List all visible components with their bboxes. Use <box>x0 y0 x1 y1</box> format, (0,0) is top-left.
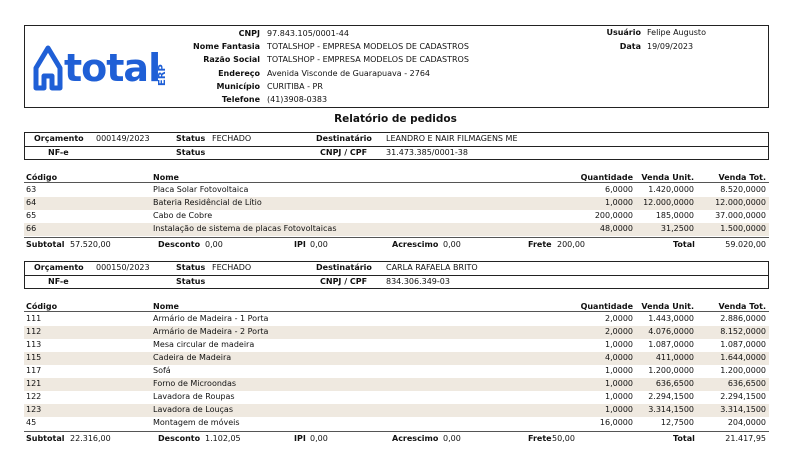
item-quantidade: 16,0000 <box>599 418 633 427</box>
logo-erp-text: ERP <box>157 64 168 86</box>
table-row <box>24 391 769 404</box>
total-label: Total <box>673 434 695 443</box>
item-nome: Forno de Microondas <box>153 379 237 388</box>
subtotal-label: Subtotal <box>26 434 65 443</box>
razao-label: Razão Social <box>203 55 260 64</box>
item-quantidade: 2,0000 <box>605 314 633 323</box>
status-value: FECHADO <box>212 263 252 272</box>
order-totals <box>24 431 769 444</box>
item-venda-tot: 2.294,1500 <box>720 392 766 401</box>
col-quantidade: Quantidade <box>580 302 633 311</box>
status-label: Status <box>176 263 206 272</box>
item-venda-unit: 636,6500 <box>655 379 694 388</box>
status-label-2: Status <box>176 277 206 286</box>
data-label: Data <box>619 42 641 51</box>
destinatario-label: Destinatário <box>316 263 372 272</box>
col-venda-tot: Venda Tot. <box>718 173 766 182</box>
item-venda-unit: 185,0000 <box>655 211 694 220</box>
item-codigo: 111 <box>26 314 42 323</box>
item-venda-unit: 1.420,0000 <box>648 185 694 194</box>
subtotal-value: 57.520,00 <box>70 240 111 249</box>
cnpj-cpf-label: CNPJ / CPF <box>320 277 368 286</box>
item-codigo: 122 <box>26 392 42 401</box>
subtotal-label: Subtotal <box>26 240 65 249</box>
table-row <box>24 339 769 352</box>
item-venda-unit: 1.443,0000 <box>648 314 694 323</box>
item-venda-tot: 636,6500 <box>727 379 766 388</box>
item-codigo: 112 <box>26 327 42 336</box>
total-value: 59.020,00 <box>725 240 766 249</box>
item-venda-tot: 3.314,1500 <box>720 405 766 414</box>
item-codigo: 66 <box>26 224 37 233</box>
item-venda-unit: 1.087,0000 <box>648 340 694 349</box>
item-codigo: 121 <box>26 379 42 388</box>
ipi-label: IPI <box>294 240 306 249</box>
cnpj-value: 97.843.105/0001-44 <box>267 29 349 38</box>
desconto-label: Desconto <box>158 240 201 249</box>
item-venda-unit: 2.294,1500 <box>648 392 694 401</box>
table-row <box>24 404 769 417</box>
acrescimo-value: 0,00 <box>443 434 461 443</box>
item-venda-unit: 3.314,1500 <box>648 405 694 414</box>
item-nome: Montagem de móveis <box>153 418 240 427</box>
item-venda-tot: 12.000,0000 <box>715 198 766 207</box>
municipio-label: Município <box>216 82 260 91</box>
cnpj-cpf-value: 31.473.385/0001-38 <box>386 148 468 157</box>
item-quantidade: 1,0000 <box>605 379 633 388</box>
destinatario-value: LEANDRO E NAIR FILMAGENS ME <box>386 134 518 143</box>
desconto-label: Desconto <box>158 434 201 443</box>
usuario-value: Felipe Augusto <box>647 28 706 37</box>
table-row <box>24 352 769 365</box>
item-nome: Cadeira de Madeira <box>153 353 232 362</box>
item-quantidade: 1,0000 <box>605 392 633 401</box>
data-value: 19/09/2023 <box>647 42 694 51</box>
endereco-value: Avenida Visconde de Guarapuava - 2764 <box>267 69 430 78</box>
item-quantidade: 1,0000 <box>605 405 633 414</box>
item-quantidade: 1,0000 <box>605 366 633 375</box>
orcamento-label: Orçamento <box>34 134 84 143</box>
orcamento-label: Orçamento <box>34 263 84 272</box>
item-nome: Cabo de Cobre <box>153 211 213 220</box>
item-venda-tot: 204,0000 <box>727 418 766 427</box>
item-codigo: 65 <box>26 211 37 220</box>
telefone-value: (41)3908-0383 <box>267 95 328 104</box>
item-venda-tot: 1.644,0000 <box>720 353 766 362</box>
frete-label: Frete <box>528 240 552 249</box>
orcamento-value: 000149/2023 <box>96 134 150 143</box>
item-quantidade: 6,0000 <box>605 185 633 194</box>
logo-text: total <box>64 46 161 90</box>
item-venda-unit: 12.000,0000 <box>643 198 694 207</box>
col-nome: Nome <box>153 173 179 182</box>
item-quantidade: 48,0000 <box>599 224 633 233</box>
table-row <box>24 184 769 197</box>
item-nome: Bateria Residêncial de Lítio <box>153 198 262 207</box>
item-quantidade: 2,0000 <box>605 327 633 336</box>
items-table-header <box>24 301 769 312</box>
col-venda-tot: Venda Tot. <box>718 302 766 311</box>
telefone-label: Telefone <box>221 95 260 104</box>
ipi-value: 0,00 <box>310 434 328 443</box>
desconto-value: 0,00 <box>205 240 223 249</box>
ipi-value: 0,00 <box>310 240 328 249</box>
item-quantidade: 1,0000 <box>605 198 633 207</box>
item-venda-unit: 31,2500 <box>660 224 694 233</box>
status-label-2: Status <box>176 148 206 157</box>
total-value: 21.417,95 <box>725 434 766 443</box>
desconto-value: 1.102,05 <box>205 434 241 443</box>
table-row <box>24 210 769 223</box>
item-codigo: 64 <box>26 198 37 207</box>
nfe-label: NF-e <box>48 148 69 157</box>
item-venda-unit: 411,0000 <box>655 353 694 362</box>
item-venda-tot: 2.886,0000 <box>720 314 766 323</box>
item-venda-unit: 4.076,0000 <box>648 327 694 336</box>
table-row <box>24 326 769 339</box>
col-codigo: Código <box>26 302 58 311</box>
order-totals <box>24 237 769 250</box>
item-codigo: 45 <box>26 418 37 427</box>
fantasia-value: TOTALSHOP - EMPRESA MODELOS DE CADASTROS <box>267 42 469 51</box>
usuario-label: Usuário <box>606 28 641 37</box>
item-codigo: 115 <box>26 353 42 362</box>
item-nome: Lavadora de Louças <box>153 405 233 414</box>
item-quantidade: 200,0000 <box>594 211 633 220</box>
item-codigo: 123 <box>26 405 42 414</box>
col-nome: Nome <box>153 302 179 311</box>
orcamento-value: 000150/2023 <box>96 263 150 272</box>
frete-value: 50,00 <box>552 434 575 443</box>
item-nome: Armário de Madeira - 1 Porta <box>153 314 269 323</box>
table-row <box>24 223 769 236</box>
item-quantidade: 1,0000 <box>605 340 633 349</box>
item-codigo: 113 <box>26 340 42 349</box>
item-codigo: 63 <box>26 185 37 194</box>
acrescimo-label: Acrescimo <box>392 240 439 249</box>
acrescimo-label: Acrescimo <box>392 434 439 443</box>
item-venda-tot: 8.520,0000 <box>720 185 766 194</box>
item-venda-tot: 1.500,0000 <box>720 224 766 233</box>
item-venda-tot: 37.000,0000 <box>715 211 766 220</box>
col-venda-unit: Venda Unit. <box>641 173 694 182</box>
item-nome: Placa Solar Fotovoltaica <box>153 185 249 194</box>
item-nome: Sofá <box>153 366 171 375</box>
item-venda-tot: 1.087,0000 <box>720 340 766 349</box>
col-quantidade: Quantidade <box>580 173 633 182</box>
table-row <box>24 313 769 326</box>
acrescimo-value: 0,00 <box>443 240 461 249</box>
cnpj-cpf-value: 834.306.349-03 <box>386 277 450 286</box>
cnpj-cpf-label: CNPJ / CPF <box>320 148 368 157</box>
destinatario-label: Destinatário <box>316 134 372 143</box>
destinatario-value: CARLA RAFAELA BRITO <box>386 263 478 272</box>
total-label: Total <box>673 240 695 249</box>
item-nome: Mesa circular de madeira <box>153 340 255 349</box>
frete-value: 200,00 <box>557 240 585 249</box>
table-row <box>24 417 769 430</box>
item-venda-tot: 8.152,0000 <box>720 327 766 336</box>
municipio-value: CURITIBA - PR <box>267 82 323 91</box>
status-label: Status <box>176 134 206 143</box>
table-row <box>24 197 769 210</box>
fantasia-label: Nome Fantasia <box>193 42 260 51</box>
item-nome: Armário de Madeira - 2 Porta <box>153 327 269 336</box>
ipi-label: IPI <box>294 434 306 443</box>
item-nome: Lavadora de Roupas <box>153 392 235 401</box>
cnpj-label: CNPJ <box>238 29 260 38</box>
item-venda-unit: 12,7500 <box>660 418 694 427</box>
report-title: Relatório de pedidos <box>334 113 457 125</box>
item-venda-unit: 1.200,0000 <box>648 366 694 375</box>
item-codigo: 117 <box>26 366 42 375</box>
item-venda-tot: 1.200,0000 <box>720 366 766 375</box>
endereco-label: Endereço <box>218 69 260 78</box>
status-value: FECHADO <box>212 134 252 143</box>
items-table-header <box>24 172 769 183</box>
table-row <box>24 378 769 391</box>
item-nome: Instalação de sistema de placas Fotovoltaicas <box>153 224 337 233</box>
frete-label: Frete <box>528 434 552 443</box>
col-venda-unit: Venda Unit. <box>641 302 694 311</box>
subtotal-value: 22.316,00 <box>70 434 111 443</box>
col-codigo: Código <box>26 173 58 182</box>
table-row <box>24 365 769 378</box>
nfe-label: NF-e <box>48 277 69 286</box>
item-quantidade: 4,0000 <box>605 353 633 362</box>
razao-value: TOTALSHOP - EMPRESA MODELOS DE CADASTROS <box>267 55 469 64</box>
